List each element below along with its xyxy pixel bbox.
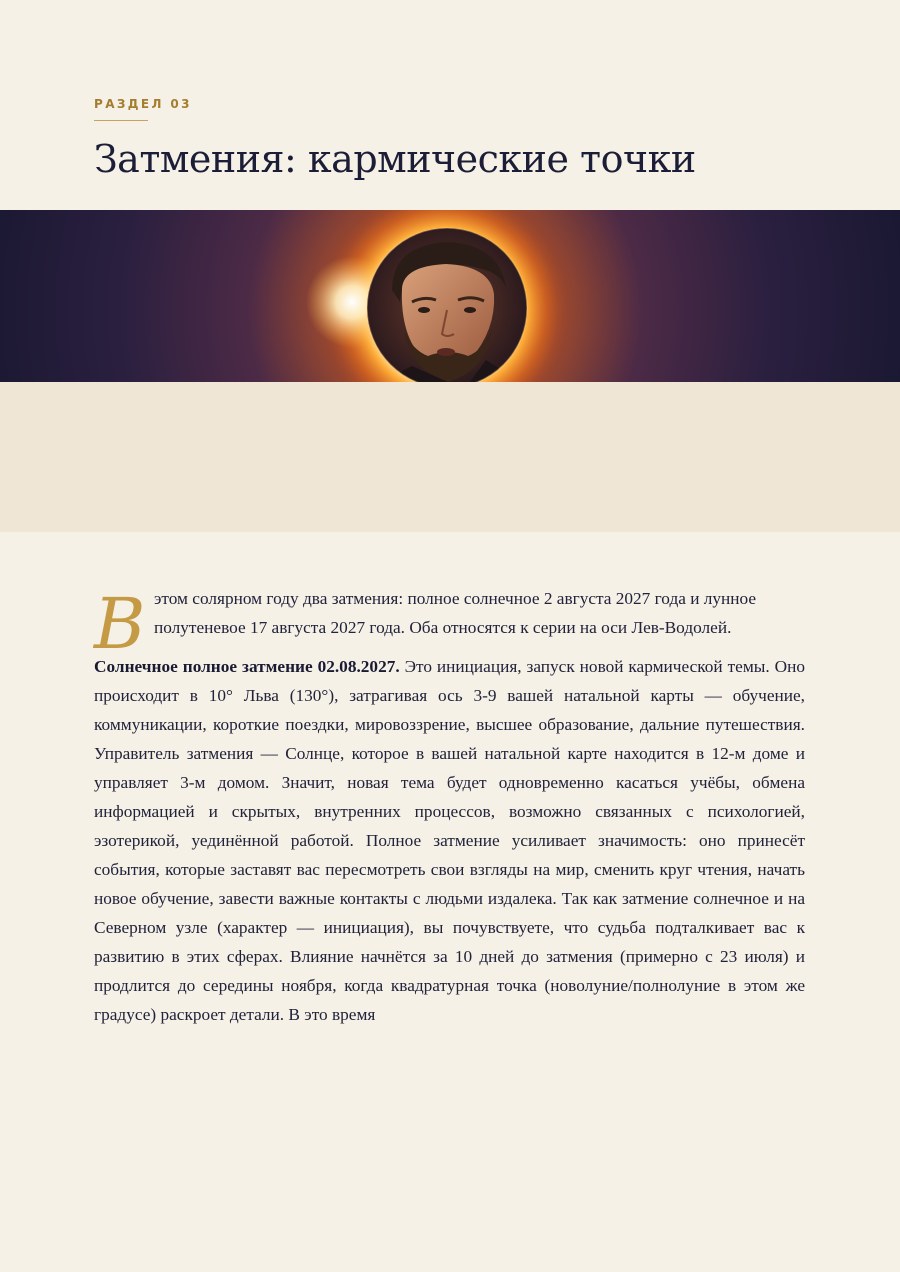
- article-body: [94, 584, 805, 1029]
- intro-text: этом солярном году два затмения: полное солнечное 2 августа 2027 года и лунное полутеневое 17 августа 2027 года. Оба относятся к серии на оси Лев-Водолей.: [154, 589, 757, 637]
- solar-eclipse-paragraph: [94, 652, 805, 1029]
- section-divider: [94, 120, 148, 121]
- banner-backdrop: [0, 382, 900, 532]
- eclipse-banner-image: [0, 210, 900, 382]
- section-header: [94, 96, 814, 182]
- intro-paragraph: [94, 583, 805, 665]
- page-title: Затмения: кармические точки: [94, 137, 696, 181]
- solar-eclipse-text: Это инициация, запуск новой кармической темы. Оно происходит в 10° Льва (130°), затрагивая ось 3-9 вашей натальной карты — обучение, коммуникации, короткие поездки, мировоззрение, высшее образование, дальние путешествия. Управитель затмения — Солнце, которое в вашей натальной карте находится в 12-м доме и управляет 3-м домом. Значит, новая тема будет одновременно касаться учёбы, обмена информацией и скрытых, внутренних процессов, возможно связанных с психологией, эзотерикой, уединённой работой. Полное затмение усиливает значимость: оно принесёт события, которые заставят вас пересмотреть свои взгляды на мир, сменить круг чтения, начать новое обучение, завести важные контакты с людьми издалека. Так как затмение солнечное и на Северном узле (характер — инициация), вы почувствуете, что судьба подталкивает вас к развитию в этих сферах. Влияние начнётся за 10 дней до затмения (примерно с 23 июля) и продлится до середины ноября, когда квадратурная точка (новолуние/полнолуние в этом же градусе) раскроет детали. В это время: [94, 657, 805, 1024]
- eclipse-illustration: [0, 210, 900, 382]
- solar-eclipse-heading: Солнечное полное затмение 02.08.2027.: [94, 657, 400, 676]
- drop-cap: В: [94, 583, 146, 665]
- section-label: РАЗДЕЛ 03: [94, 97, 192, 111]
